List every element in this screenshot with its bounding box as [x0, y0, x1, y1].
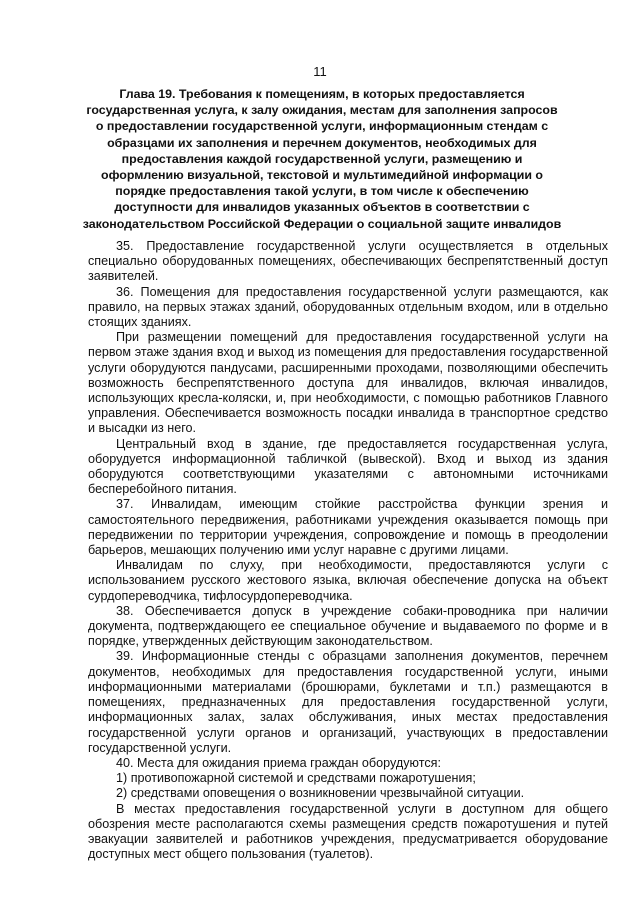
- paragraph-40: 40. Места для ожидания приема граждан оборудуются:: [116, 755, 441, 770]
- chapter-heading: Глава 19. Требования к помещениям, в которых предоставляется государственная услуга, к залу ожидания, местам для заполнения запросов о предоставлении государственной услуги, информационным стендам с образцами их заполнения и перечнем документов, необходимых для предоставления каждой государственной услуги, размещению и оформлению визуальной, текстовой и мультимедийной информации о порядке предоставления такой услуги, в том числе к обеспечению доступности для инвалидов указанных объектов в соответствии с законодательством Российской Федерации о социальной защите инвалидов: [82, 87, 562, 231]
- list-item-fire-safety: 1) противопожарной системой и средствами пожаротушения;: [116, 771, 476, 786]
- paragraph-entrance-ramps: При размещении помещений для предоставления государственной услуги на первом этаже здания вход и выход из помещения для предоставления государственной услуги оборудуются пандусами, расширенными проходами, позволяющими обеспечить возможность беспрепятственного доступа для инвалидов, включая инвалидов, использующих кресла-коляски, и, при необходимости, с помощью работников Главного управления. Обеспечивается возможность посадки инвалида в транспортное средство и высадки из него.: [88, 330, 608, 436]
- paragraph-39: 39. Информационные стенды с образцами заполнения документов, перечнем документов, необходимых для предоставления государственной услуги, иными информационными материалами (брошюрами, буклетами и т.п.) размещаются в помещениях, предназначенных для предоставления государственной услуги, информационных залах, залах обслуживания, иных местах предоставления государственной услуги органов и организаций, участвующих в предоставлении государственной услуги.: [88, 649, 608, 755]
- paragraph-35: 35. Предоставление государственной услуги осуществляется в отдельных специально оборудованных помещениях, обеспечивающих беспрепятственный доступ заявителей.: [88, 239, 608, 284]
- paragraph-hearing-impaired: Инвалидам по слуху, при необходимости, предоставляются услуги с использованием русского жестового языка, включая обеспечение допуска на объект сурдопереводчика, тифлосурдопереводчика.: [88, 558, 608, 603]
- list-item-emergency-alerts: 2) средствами оповещения о возникновении чрезвычайной ситуации.: [116, 786, 525, 801]
- page-number: 11: [313, 64, 327, 79]
- paragraph-38: 38. Обеспечивается допуск в учреждение собаки-проводника при наличии документа, подтверждающего ее специальное обучение и выдаваемого по форме и в порядке, утвержденных действующим законодательством.: [88, 603, 608, 649]
- paragraph-evacuation: В местах предоставления государственной услуги в доступном для общего обозрения месте располагаются схемы размещения средств пожаротушения и путей эвакуации заявителей и работников учреждения, предусматривается оборудование доступных мест общего пользования (туалетов).: [88, 801, 608, 862]
- paragraph-36: 36. Помещения для предоставления государственной услуги размещаются, как правило, на первых этажах зданий, оборудованных отдельным входом, или в отдельно стоящих зданиях.: [88, 284, 608, 330]
- document-body: [88, 239, 608, 862]
- paragraph-37: 37. Инвалидам, имеющим стойкие расстройства функции зрения и самостоятельного передвижения, работниками учреждения оказывается помощь при передвижении по территории учреждения, сопровождение и помощь в преодолении барьеров, мешающих получению ими услуг наравне с другими лицами.: [88, 497, 608, 558]
- paragraph-central-entrance: Центральный вход в здание, где предоставляется государственная услуга, оборудуется информационной табличкой (вывеской). Вход и выход из здания оборудуются соответствующими указателями с автономными источниками бесперебойного питания.: [88, 436, 608, 497]
